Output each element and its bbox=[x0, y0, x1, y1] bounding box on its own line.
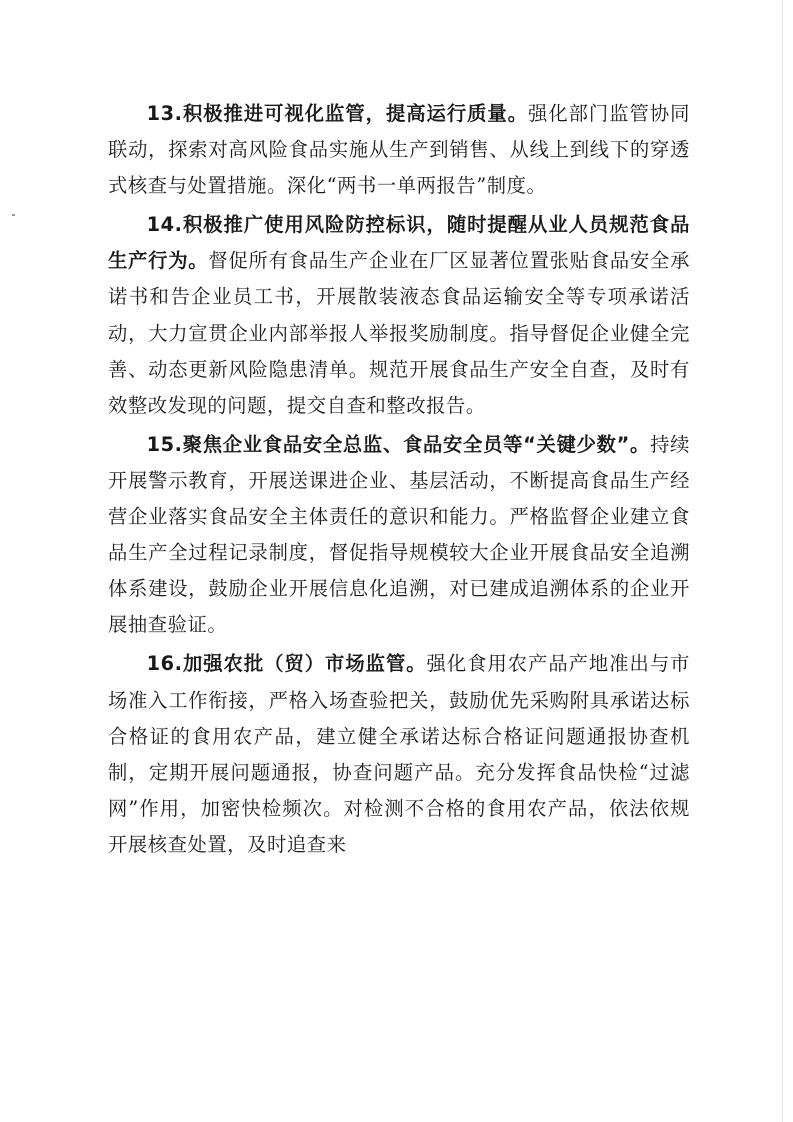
paragraph-14 bbox=[108, 207, 690, 424]
paragraph-16-heading: 16.加强农批（贸）市场监管。 bbox=[146, 652, 427, 676]
paragraph-14-body: 督促所有食品生产企业在厂区显著位置张贴食品安全承诺书和告企业员工书，开展散装液态食品运输安全等专项承诺活动，大力宣贯企业内部举报人举报奖励制度。指导督促企业健全完善、动态更新风险隐患清单。规范开展食品生产安全自查，及时有效整改发现的问题，提交自查和整改报告。 bbox=[108, 249, 691, 417]
paragraph-13 bbox=[108, 96, 690, 204]
paragraph-15-heading: 15.聚焦企业食品安全总监、食品安全员等“关键少数”。 bbox=[146, 432, 651, 456]
paragraph-15 bbox=[108, 427, 690, 644]
scan-mark bbox=[12, 214, 15, 216]
document-page bbox=[108, 96, 690, 866]
paragraph-16 bbox=[108, 646, 690, 863]
paragraph-13-heading: 13.积极推进可视化监管，提高运行质量。 bbox=[146, 102, 529, 125]
paragraph-14-heading: 14.积极推广使用风险防控标识，随时提醒从业人员规范食品生产行为。 bbox=[108, 213, 690, 273]
scan-edge bbox=[782, 0, 783, 1122]
paragraph-16-body: 强化食用农产品产地准出与市场准入工作衔接，严格入场查验把关，鼓励优先采购附具承诺达标合格证的食用农产品，建立健全承诺达标合格证问题通报协查机制，定期开展问题通报，协查问题产品。充分发挥食品快检“过滤网”作用，加密快检频次。对检测不合格的食用农产品，依法依规开展核查处置，及时追查来 bbox=[108, 652, 690, 856]
paragraph-15-body: 持续开展警示教育，开展送课进企业、基层活动，不断提高食品生产经营企业落实食品安全主体责任的意识和能力。严格监督企业建立食品生产全过程记录制度，督促指导规模较大企业开展食品安全追溯体系建设，鼓励企业开展信息化追溯，对已建成追溯体系的企业开展抽查验证。 bbox=[108, 432, 691, 637]
paragraph-13-body: 强化部门监管协同联动，探索对高风险食品实施从生产到销售、从线上到线下的穿透式核查与处置措施。深化“两书一单两报告”制度。 bbox=[108, 102, 690, 198]
